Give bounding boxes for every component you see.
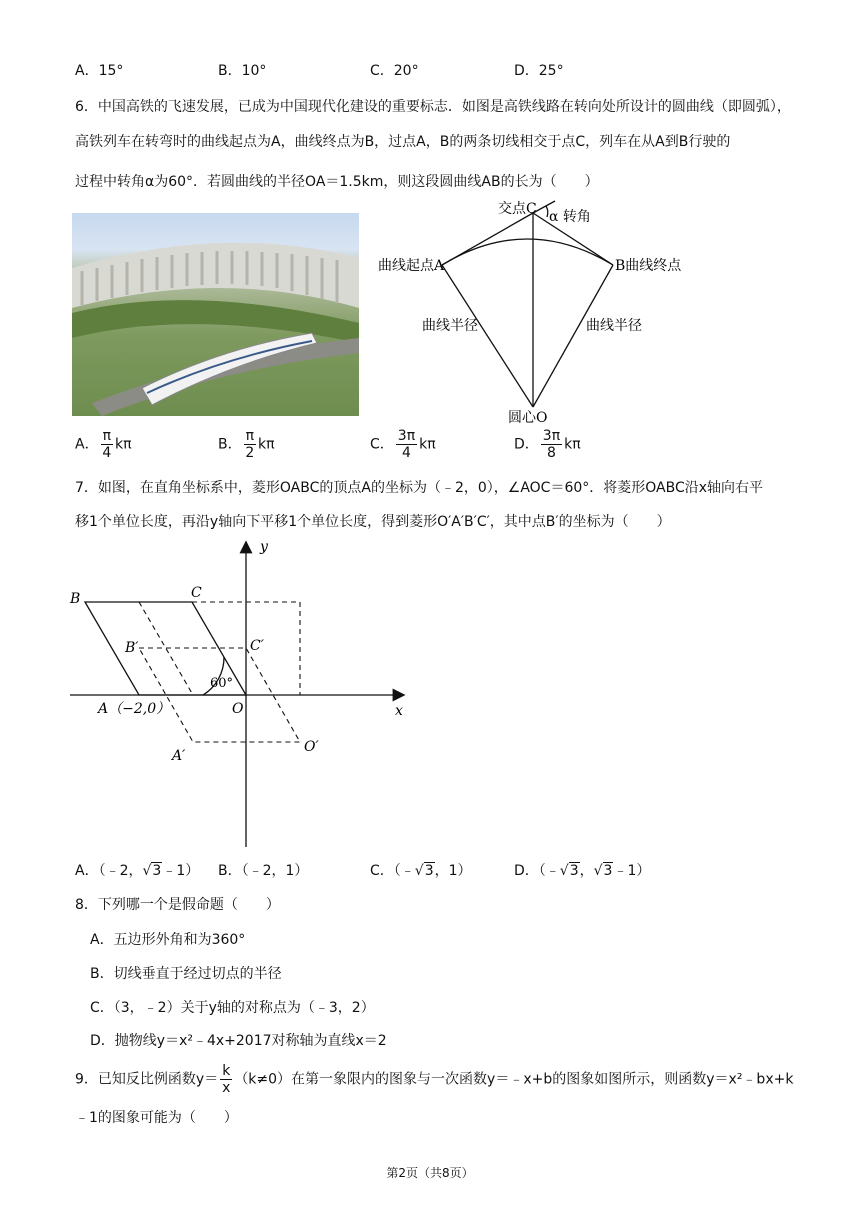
q7-option-b: B．（﹣2，1） (218, 863, 309, 879)
q5-option-c: C．20° (370, 63, 419, 79)
train-photo (72, 213, 359, 416)
page-footer: 第2页（共8页） (386, 1166, 474, 1180)
q8-option-b: B．切线垂直于经过切点的半径 (90, 966, 282, 982)
label-y: y (260, 539, 268, 555)
coordinate-graph (60, 535, 420, 855)
label-angle: 60° (210, 676, 234, 691)
q6-option-b: B． $\frac{\pi}{2}$ kπ (218, 428, 275, 461)
q8-stem: 8．下列哪一个是假命题（ ） (75, 897, 280, 913)
q5-option-b: B．10° (218, 63, 267, 79)
label-o-prime: O′ (304, 739, 319, 755)
q8-option-a: A．五边形外角和为360° (90, 932, 246, 948)
label-a-prime: A′ (172, 748, 186, 764)
train-illustration (72, 213, 359, 416)
q7-stem-line2: 移1个单位长度，再沿y轴向下平移1个单位长度，得到菱形O′A′B′C′，其中点B′的坐标为（ ） (75, 514, 671, 530)
label-a: 曲线起点A (378, 258, 445, 274)
label-b-prime: B′ (125, 640, 139, 656)
label-radius-right: 曲线半径 (586, 318, 642, 334)
q6-option-d: D． $\frac{3\pi}{8}$ kπ (514, 428, 581, 461)
angle-arc (546, 206, 548, 217)
q7-option-c: C．（﹣√3，1） (370, 863, 472, 879)
curve-diagram (360, 195, 720, 425)
arc-ab (442, 239, 613, 265)
q5-option-a: A．15° (75, 63, 124, 79)
q8-option-d: D．抛物线y＝x²﹣4x+2017对称轴为直线x＝2 (90, 1033, 387, 1049)
q9-stem-line1: 9．已知反比例函数y＝ $\frac{k}{x}$ （k≠0）在第一象限内的图象与一次函数y＝﹣x+b的图象如图所示，则函数y＝x²﹣bx+k (75, 1063, 794, 1096)
label-b: B (70, 591, 81, 607)
q6-stem-line3: 过程中转角α为60°．若圆曲线的半径OA＝1.5km，则这段圆曲线AB的长为（ ） (75, 174, 599, 190)
label-x: x (395, 703, 403, 719)
radius-ob (533, 265, 613, 407)
label-o: O (232, 701, 244, 717)
q6-option-c: C． $\frac{3\pi}{4}$ kπ (370, 428, 436, 461)
q8-option-c: C．（3，﹣2）关于y轴的对称点为（﹣3，2） (90, 1000, 375, 1016)
q7-option-d: D．（﹣√3，√3﹣1） (514, 863, 651, 879)
q6-option-a: A． $\frac{\pi}{4}$ kπ (75, 428, 132, 461)
label-radius-left: 曲线半径 (422, 318, 478, 334)
label-a: A（−2,0） (98, 701, 171, 717)
q5-option-d: D．25° (514, 63, 564, 79)
label-o: 圆心O (508, 410, 548, 425)
q7-stem-line1: 7．如图，在直角坐标系中，菱形OABC的顶点A的坐标为（﹣2，0），∠AOC＝60°．将菱形OABC沿x轴向右平 (75, 480, 764, 496)
label-b: B曲线终点 (615, 258, 682, 274)
label-c: 交点C (498, 201, 537, 217)
label-c: C (191, 585, 202, 601)
q9-stem-line2: ﹣1的图象可能为（ ） (75, 1110, 238, 1126)
q6-stem-line2: 高铁列车在转弯时的曲线起点为A，曲线终点为B，过点A，B的两条切线相交于点C，列车在从A到B行驶的 (75, 134, 731, 150)
radius-oa (442, 265, 533, 407)
q7-option-a: A．（﹣2，√3﹣1） (75, 863, 200, 879)
label-alpha: α 转角 (549, 209, 591, 225)
label-c-prime: C′ (250, 638, 264, 654)
q6-stem-line1: 6．中国高铁的飞速发展，已成为中国现代化建设的重要标志．如图是高铁线路在转向处所设计的圆曲线（即圆弧）， (75, 99, 791, 115)
